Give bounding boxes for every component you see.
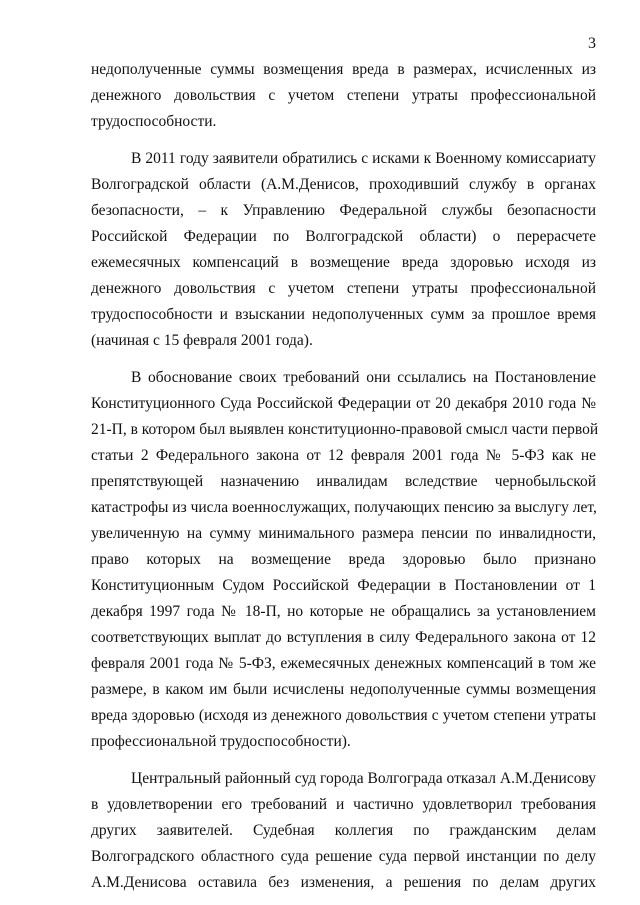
text-line: в удовлетворении его требований и частично удовлетворил требования [91,796,596,813]
text-line: препятствующей назначению инвалидам вследствие чернобыльской [91,473,596,490]
text-line: Волгоградского областного суда решение суда первой инстанции по делу [91,848,596,865]
text-line: безопасности, – к Управлению Федеральной службы безопасности [91,202,596,219]
text-line: А.М.Денисова оставила без изменения, а решения по делам других [91,874,596,891]
text-line: размере, в каком им были исчислены недополученные суммы возмещения [91,681,596,698]
text-line: Конституционным Судом Российской Федерации в Постановлении от 1 [91,577,596,594]
text-line: трудоспособности. [91,113,217,130]
paragraph [91,766,596,896]
text-line: февраля 2001 года № 5-ФЗ, ежемесячных денежных компенсаций в том же [91,655,596,672]
text-line: денежного довольствия с учетом степени утраты профессиональной [91,280,596,297]
text-line: право которых на возмещение вреда здоровью было признано [91,551,596,568]
text-line: декабря 1997 года № 18-П, но которые не обращались за установлением [91,603,596,620]
text-line: катастрофы из числа военнослужащих, получающих пенсию за выслугу лет, [91,499,597,516]
text-line: увеличенную на сумму минимального размера пенсии по инвалидности, [91,525,596,542]
text-line: В обоснование своих требований они ссылались на Постановление [131,369,596,386]
text-line: В 2011 году заявители обратились с исками к Военному комиссариату [131,150,596,167]
body-text [91,57,599,896]
text-line: Центральный районный суд города Волгограда отказал А.М.Денисову [131,770,596,787]
text-line: (начиная с 15 февраля 2001 года). [91,332,313,349]
text-line: статьи 2 Федерального закона от 12 февраля 2001 года № 5-ФЗ как не [91,447,596,464]
page-number: 3 [588,35,596,52]
text-line: профессиональной трудоспособности). [91,733,351,750]
text-line: Волгоградской области (А.М.Денисов, проходивший службу в органах [91,176,596,193]
paragraph [91,365,599,755]
text-line: вреда здоровью (исходя из денежного довольствия с учетом степени утраты [91,707,596,724]
text-line: 21-П, в котором был выявлен конституционно-правовой смысл части первой [91,421,599,438]
text-line: соответствующих выплат до вступления в силу Федерального закона от 12 [91,629,596,646]
text-line: недополученные суммы возмещения вреда в размерах, исчисленных из [91,61,596,78]
paragraph [91,146,596,354]
text-line: других заявителей. Судебная коллегия по гражданским делам [91,822,596,839]
text-line: трудоспособности и взыскании недополученных сумм за прошлое время [91,306,596,323]
paragraph [91,57,596,135]
text-line: Российской Федерации по Волгоградской области) о перерасчете [91,228,596,245]
text-line: Конституционного Суда Российской Федерации от 20 декабря 2010 года № [91,395,596,412]
text-line: ежемесячных компенсаций в возмещение вреда здоровью исходя из [91,254,596,271]
text-line: денежного довольствия с учетом степени утраты профессиональной [91,87,596,104]
